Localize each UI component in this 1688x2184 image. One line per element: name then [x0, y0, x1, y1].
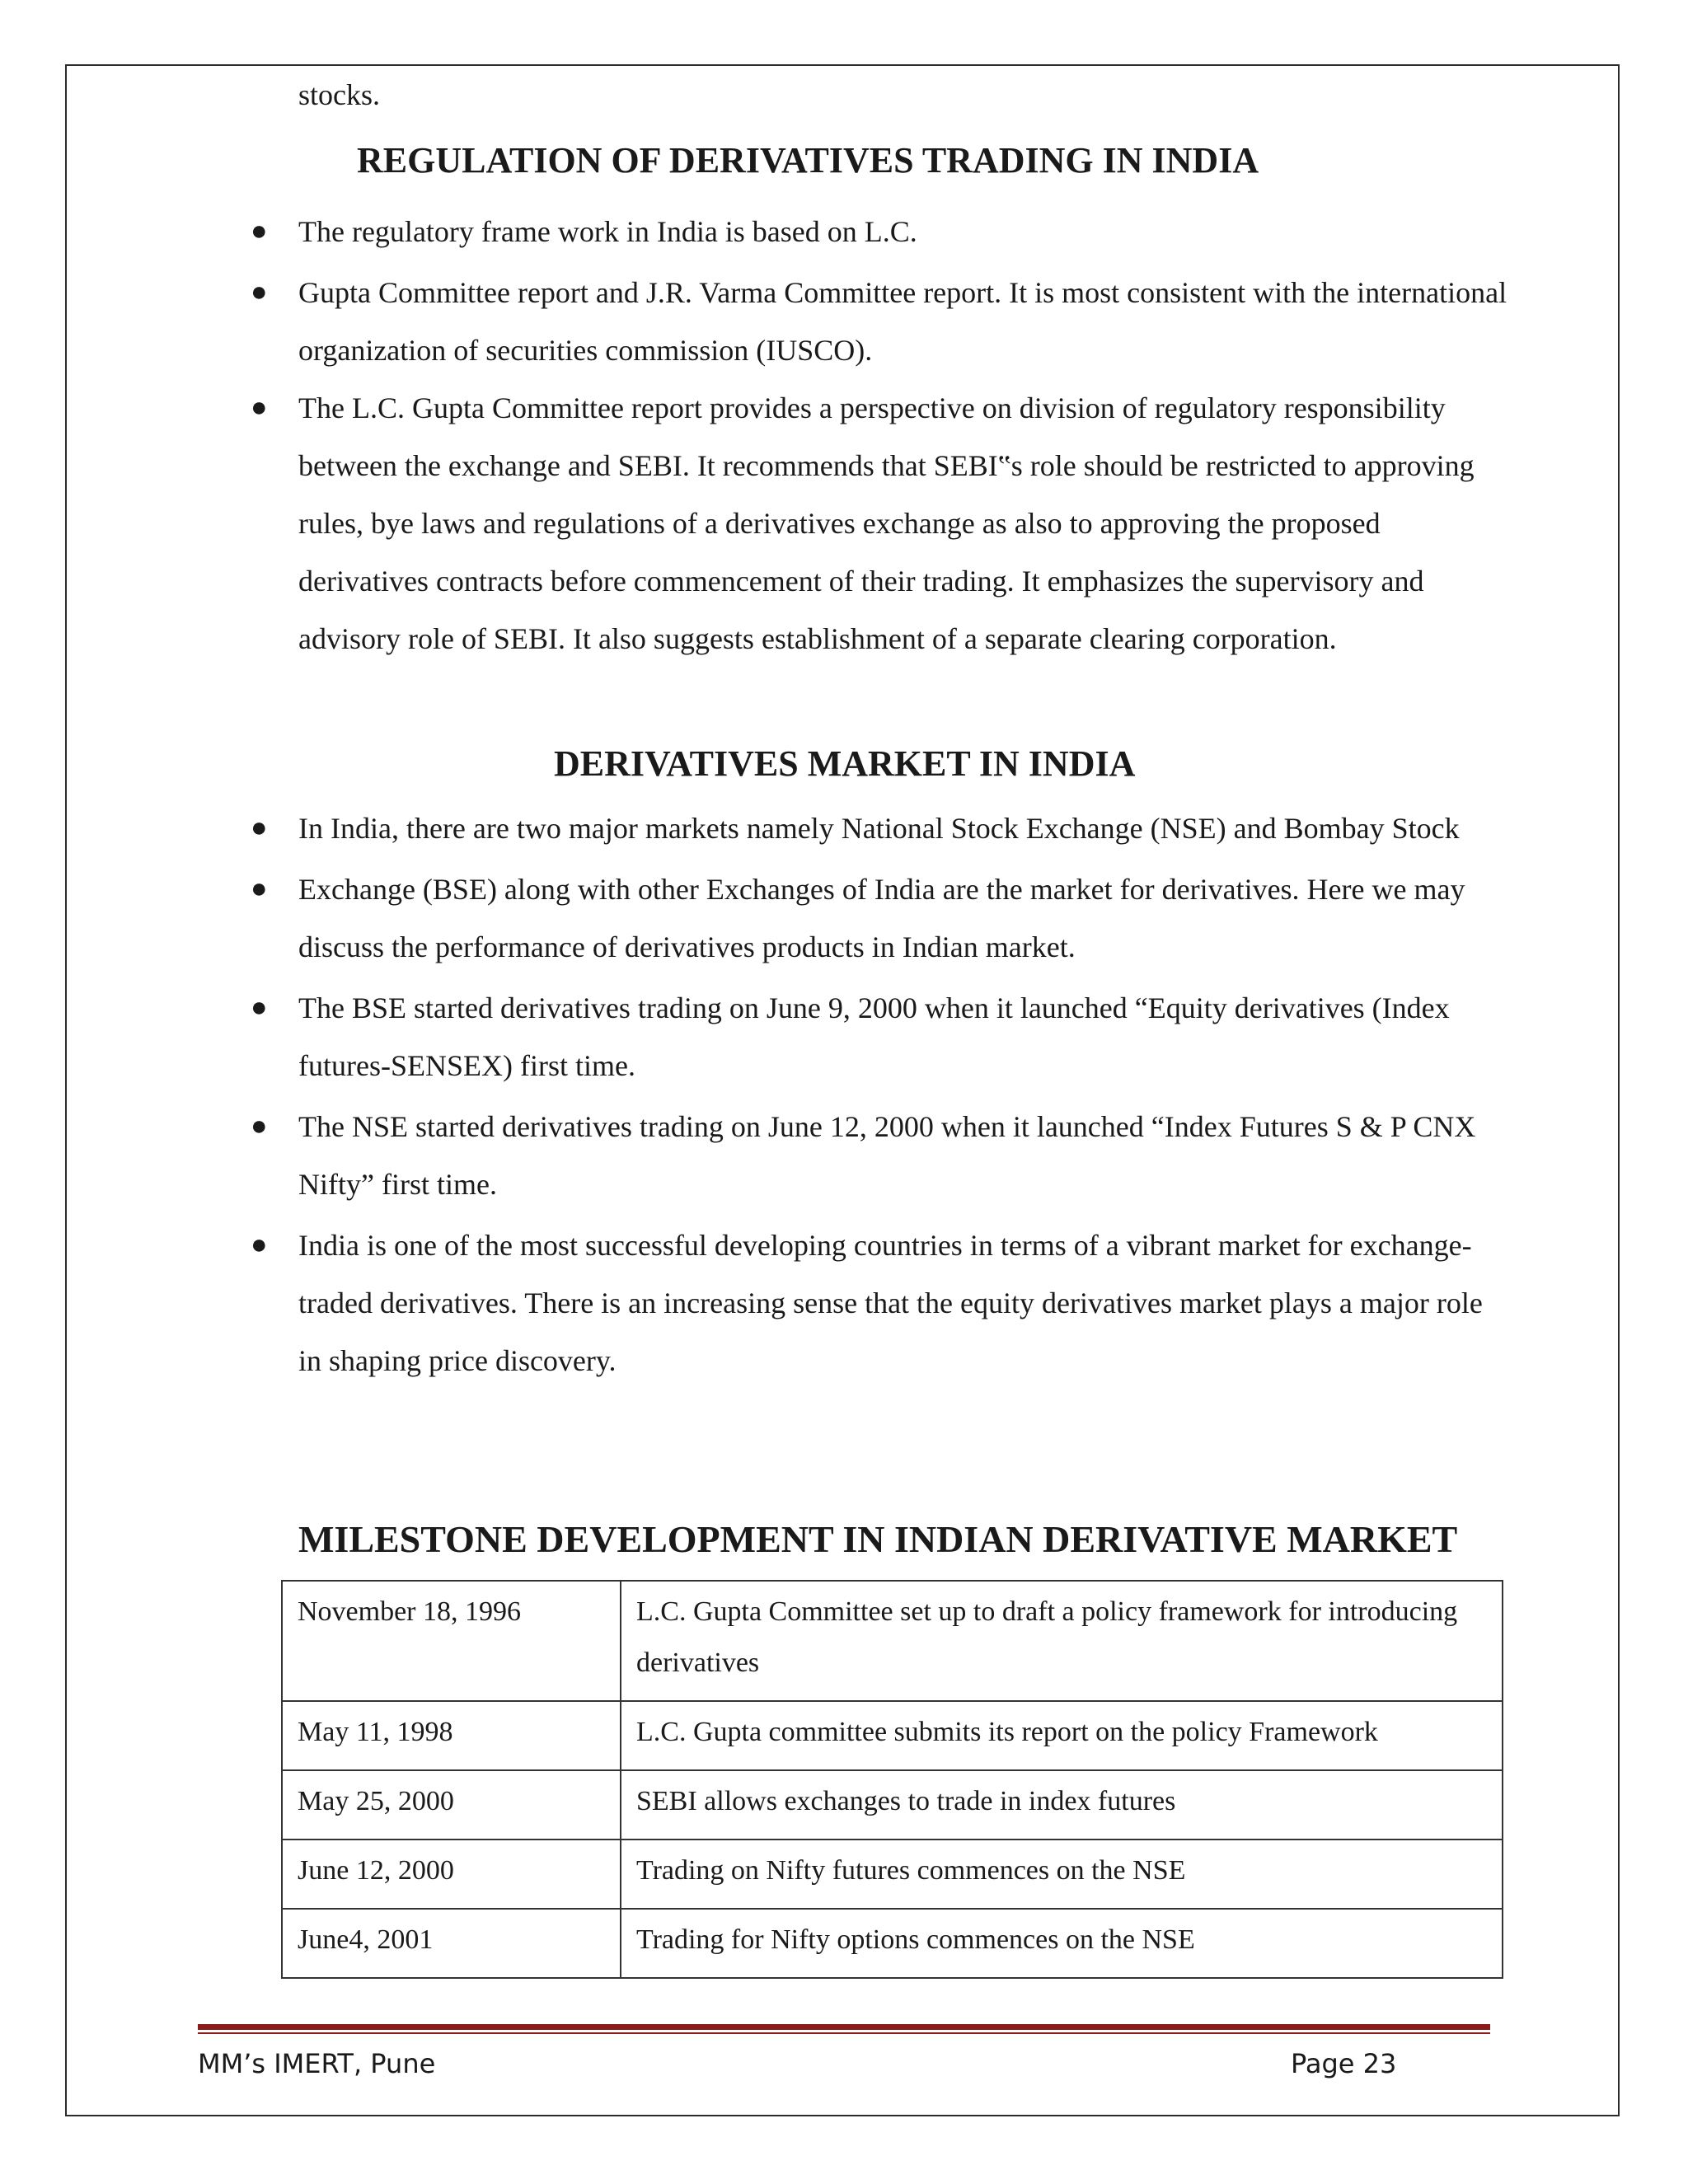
bullet-text: In India, there are two major markets namely National Stock Exchange (NSE) and Bombay Stock [298, 812, 1460, 845]
table-cell-event: L.C. Gupta committee submits its report on the policy Framework [621, 1701, 1503, 1770]
bullet-text: Exchange (BSE) along with other Exchanges of India are the market for derivatives. Here we may discuss the performance of derivatives products in Indian market. [298, 873, 1465, 963]
bullet-icon: ● [251, 1230, 268, 1260]
list-item [0, 860, 1510, 976]
table-cell-event: Trading on Nifty futures commences on the NSE [621, 1840, 1503, 1909]
bullet-icon: ● [251, 392, 268, 423]
table-cell-date: May 11, 1998 [282, 1701, 621, 1770]
table-cell-date: November 18, 1996 [282, 1581, 621, 1701]
bullet-text: India is one of the most successful developing countries in terms of a vibrant market for exchange-traded derivatives. There is an increasing sense that the equity derivatives market plays a major role in shaping price discovery. [298, 1229, 1483, 1377]
bullet-text: Gupta Committee report and J.R. Varma Committee report. It is most consistent with the international organization of securities commission (IUSCO). [298, 276, 1507, 367]
bullet-icon: ● [251, 813, 268, 843]
bullet-icon: ● [251, 874, 268, 904]
bullet-icon: ● [251, 277, 268, 307]
market-bullet-list [0, 799, 1510, 1390]
continuation-text: stocks. [298, 78, 380, 111]
list-item [0, 1216, 1510, 1390]
list-item [0, 979, 1510, 1094]
list-item [0, 203, 1510, 260]
table-row [282, 1581, 1503, 1701]
bullet-text: The BSE started derivatives trading on June 9, 2000 when it launched “Equity derivatives (Index futures-SENSEX) first time. [298, 991, 1450, 1082]
bullet-icon: ● [251, 992, 268, 1023]
footer-divider-thin [198, 2032, 1490, 2034]
table-row [282, 1909, 1503, 1978]
table-cell-date: May 25, 2000 [282, 1770, 621, 1840]
list-item [0, 379, 1510, 668]
section-heading-market: DERIVATIVES MARKET IN INDIA [554, 743, 1136, 784]
table-row [282, 1840, 1503, 1909]
list-item [0, 799, 1510, 857]
list-item [0, 264, 1510, 379]
footer-institution: MM’s IMERT, Pune [198, 2048, 436, 2079]
milestone-table [281, 1580, 1503, 1979]
section-heading-regulation: REGULATION OF DERIVATIVES TRADING IN INDIA [357, 140, 1259, 180]
list-item [0, 1098, 1510, 1213]
regulation-bullet-list [0, 203, 1510, 668]
bullet-icon: ● [251, 216, 268, 246]
table-cell-date: June 12, 2000 [282, 1840, 621, 1909]
footer-divider [198, 2024, 1490, 2030]
bullet-text: The regulatory frame work in India is based on L.C. [298, 215, 917, 248]
footer-page-number: Page 23 [1291, 2048, 1397, 2079]
table-cell-date: June4, 2001 [282, 1909, 621, 1978]
table-row [282, 1701, 1503, 1770]
bullet-icon: ● [251, 1111, 268, 1141]
bullet-text: The L.C. Gupta Committee report provides a perspective on division of regulatory responsibility between the exchange and SEBI. It recommends that SEBI‟s role should be restricted to approving rules, bye laws and regulations of a derivatives exchange as also to approving the proposed derivatives contracts before commencement of their trading. It emphasizes the supervisory and advisory role of SEBI. It also suggests establishment of a separate clearing corporation. [298, 391, 1475, 655]
bullet-text: The NSE started derivatives trading on June 12, 2000 when it launched “Index Futures S & P CNX Nifty” first time. [298, 1110, 1476, 1201]
table-cell-event: L.C. Gupta Committee set up to draft a policy framework for introducing derivatives [621, 1581, 1503, 1701]
table-cell-event: Trading for Nifty options commences on the NSE [621, 1909, 1503, 1978]
table-row [282, 1770, 1503, 1840]
table-cell-event: SEBI allows exchanges to trade in index futures [621, 1770, 1503, 1840]
section-heading-milestones: MILESTONE DEVELOPMENT IN INDIAN DERIVATIVE MARKET [298, 1518, 1458, 1560]
